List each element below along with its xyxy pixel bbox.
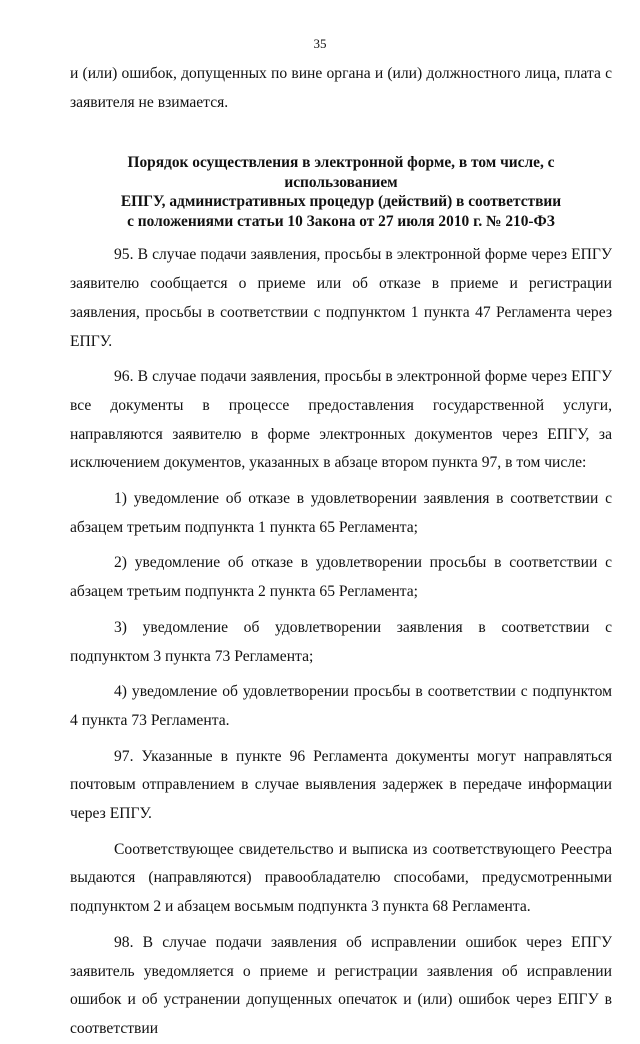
heading-line-1: Порядок осуществления в электронной форме, в том числе, с использованием <box>127 154 555 191</box>
paragraph-97: 97. Указанные в пункте 96 Регламента документы могут направляться почтовым отправлением в случае выявления задержек в передаче информации через ЕПГУ. <box>70 747 612 823</box>
paragraph-98: 98. В случае подачи заявления об исправлении ошибок через ЕПГУ заявитель уведомляется о приеме и регистрации заявления об исправлении ошибок и об устранении допущенных опечаток и (или) ошибок через ЕПГУ в соответствии <box>70 933 612 1037</box>
intro-paragraph: и (или) ошибок, допущенных по вине органа и (или) должностного лица, плата с заявителя не взимается. <box>70 65 612 111</box>
document-body <box>70 60 612 1044</box>
paragraph-96-item-3: 3) уведомление об удовлетворении заявления в соответствии с подпунктом 3 пункта 73 Регламента; <box>70 618 612 665</box>
heading-line-3: с положениями статьи 10 Закона от 27 июля 2010 г. № 210-ФЗ <box>127 212 555 230</box>
paragraph-96-item-2: 2) уведомление об отказе в удовлетворении просьбы в соответствии с абзацем третьим подпункта 2 пункта 65 Регламента; <box>70 554 612 601</box>
paragraph-96-item-4: 4) уведомление об удовлетворении просьбы в соответствии с подпунктом 4 пункта 73 Регламента. <box>70 683 612 729</box>
paragraph-97-second: Соответствующее свидетельство и выписка из соответствующего Реестра выдаются (направляются) правообладателю способами, предусмотренными подпунктом 2 и абзацем восьмым подпункта 3 пункта 68 Регламента. <box>70 840 612 916</box>
paragraph-95: 95. В случае подачи заявления, просьбы в электронной форме через ЕПГУ заявителю сообщается о приеме или об отказе в приеме и регистрации заявления, просьбы в соответствии с подпунктом 1 пункта 47 Регламента через ЕПГУ. <box>70 246 612 350</box>
page-number: 35 <box>313 36 327 51</box>
section-heading <box>70 153 612 231</box>
paragraph-96-item-1: 1) уведомление об отказе в удовлетворении заявления в соответствии с абзацем третьим подпункта 1 пункта 65 Регламента; <box>70 490 612 536</box>
heading-line-2: ЕПГУ, административных процедур (действий) в соответствии <box>120 193 562 211</box>
paragraph-96: 96. В случае подачи заявления, просьбы в электронной форме через ЕПГУ все документы в процессе предоставления государственной услуги, направляются заявителю в форме электронных документов через ЕПГУ, за исключением документов, указанных в абзаце втором пункта 97, в том числе: <box>70 368 612 472</box>
